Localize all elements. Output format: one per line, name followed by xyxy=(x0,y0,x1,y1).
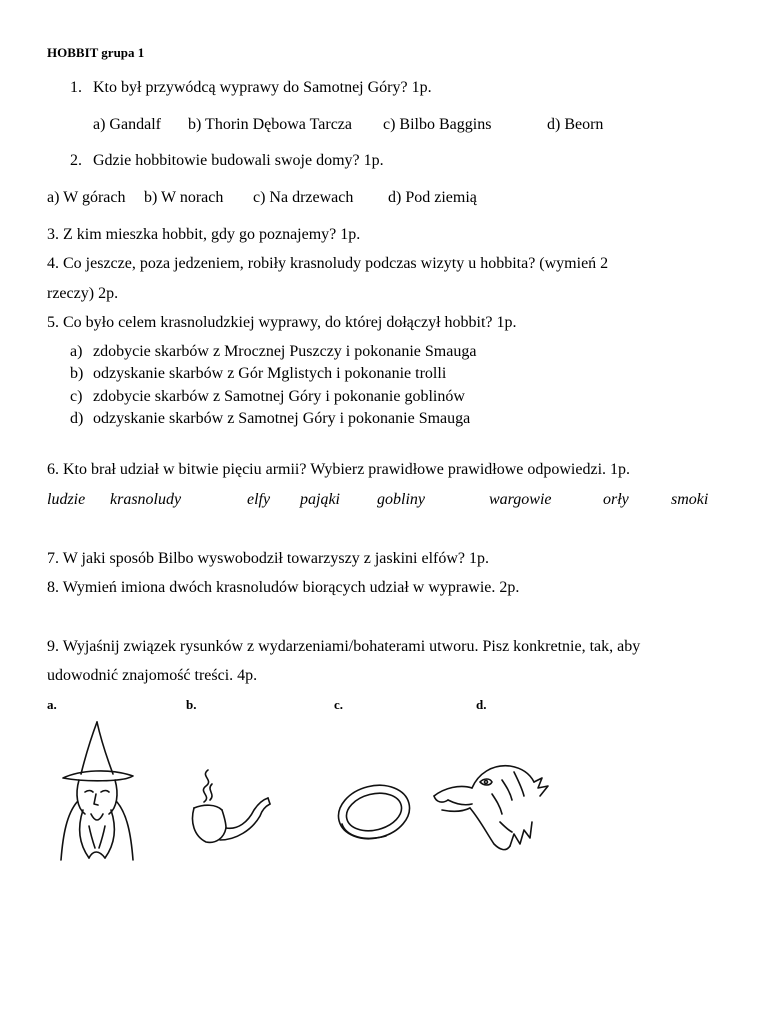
q6-word-elfy: elfy xyxy=(247,491,271,508)
q7-question: 7. W jaki sposób Bilbo wyswobodził towarzyszy z jaskini elfów? 1p. xyxy=(47,550,490,567)
q4-question-line2: rzeczy) 2p. xyxy=(47,285,119,302)
q5-option-a-letter: a) xyxy=(70,343,83,360)
q9-question-line1: 9. Wyjaśnij związek rysunków z wydarzeniami/bohaterami utworu. Pisz konkretnie, tak, aby xyxy=(47,638,641,655)
q2-option-d: d) Pod ziemią xyxy=(388,189,477,206)
q5-question: 5. Co było celem krasnoludzkiej wyprawy, do której dołączył hobbit? 1p. xyxy=(47,314,517,331)
q1-option-b: b) Thorin Dębowa Tarcza xyxy=(188,116,352,133)
q6-word-ludzie: ludzie xyxy=(47,491,86,508)
q1-question: Kto był przywódcą wyprawy do Samotnej Góry? 1p. xyxy=(93,79,432,96)
q9-label-c: c. xyxy=(334,697,344,712)
wizard-drawing xyxy=(55,718,145,864)
q2-option-b: b) W norach xyxy=(144,189,224,206)
q6-word-smoki: smoki xyxy=(671,491,709,508)
q2-option-a: a) W górach xyxy=(47,189,126,206)
q8-question: 8. Wymień imiona dwóch krasnoludów biorących udział w wyprawie. 2p. xyxy=(47,579,520,596)
q5-option-d-letter: d) xyxy=(70,410,84,427)
q1-option-a: a) Gandalf xyxy=(93,116,161,133)
q1-option-c: c) Bilbo Baggins xyxy=(383,116,492,133)
q1-option-d: d) Beorn xyxy=(547,116,604,133)
q6-word-gobliny: gobliny xyxy=(377,491,425,508)
q9-label-a: a. xyxy=(47,697,57,712)
q6-word-orly: orły xyxy=(603,491,629,508)
q2-option-c: c) Na drzewach xyxy=(253,189,354,206)
q2-question: Gdzie hobbitowie budowali swoje domy? 1p. xyxy=(93,152,384,169)
q5-option-c: zdobycie skarbów z Samotnej Góry i pokonanie goblinów xyxy=(93,388,465,405)
q3-question: 3. Z kim mieszka hobbit, gdy go poznajemy? 1p. xyxy=(47,226,361,243)
ring-drawing xyxy=(334,778,414,848)
q9-label-d: d. xyxy=(476,697,487,712)
pipe-drawing xyxy=(186,764,274,850)
q5-option-b: odzyskanie skarbów z Gór Mglistych i pokonanie trolli xyxy=(93,365,447,382)
q9-label-b: b. xyxy=(186,697,197,712)
q4-question-line1: 4. Co jeszcze, poza jedzeniem, robiły krasnoludy podczas wizyty u hobbita? (wymień 2 xyxy=(47,255,609,272)
eagle-drawing xyxy=(430,760,554,854)
q1-number: 1. xyxy=(70,79,82,96)
q6-word-wargowie: wargowie xyxy=(489,491,552,508)
q6-word-krasnoludy: krasnoludy xyxy=(110,491,182,508)
page-title: HOBBIT grupa 1 xyxy=(47,45,145,60)
q6-question: 6. Kto brał udział w bitwie pięciu armii? Wybierz prawidłowe prawidłowe odpowiedzi. 1p. xyxy=(47,461,631,478)
q5-option-b-letter: b) xyxy=(70,365,84,382)
q5-option-d: odzyskanie skarbów z Samotnej Góry i pokonanie Smauga xyxy=(93,410,471,427)
q2-number: 2. xyxy=(70,152,82,169)
q6-word-pajaki: pająki xyxy=(300,491,340,508)
q5-option-c-letter: c) xyxy=(70,388,83,405)
q9-question-line2: udowodnić znajomość treści. 4p. xyxy=(47,667,258,684)
q5-option-a: zdobycie skarbów z Mrocznej Puszczy i pokonanie Smauga xyxy=(93,343,477,360)
